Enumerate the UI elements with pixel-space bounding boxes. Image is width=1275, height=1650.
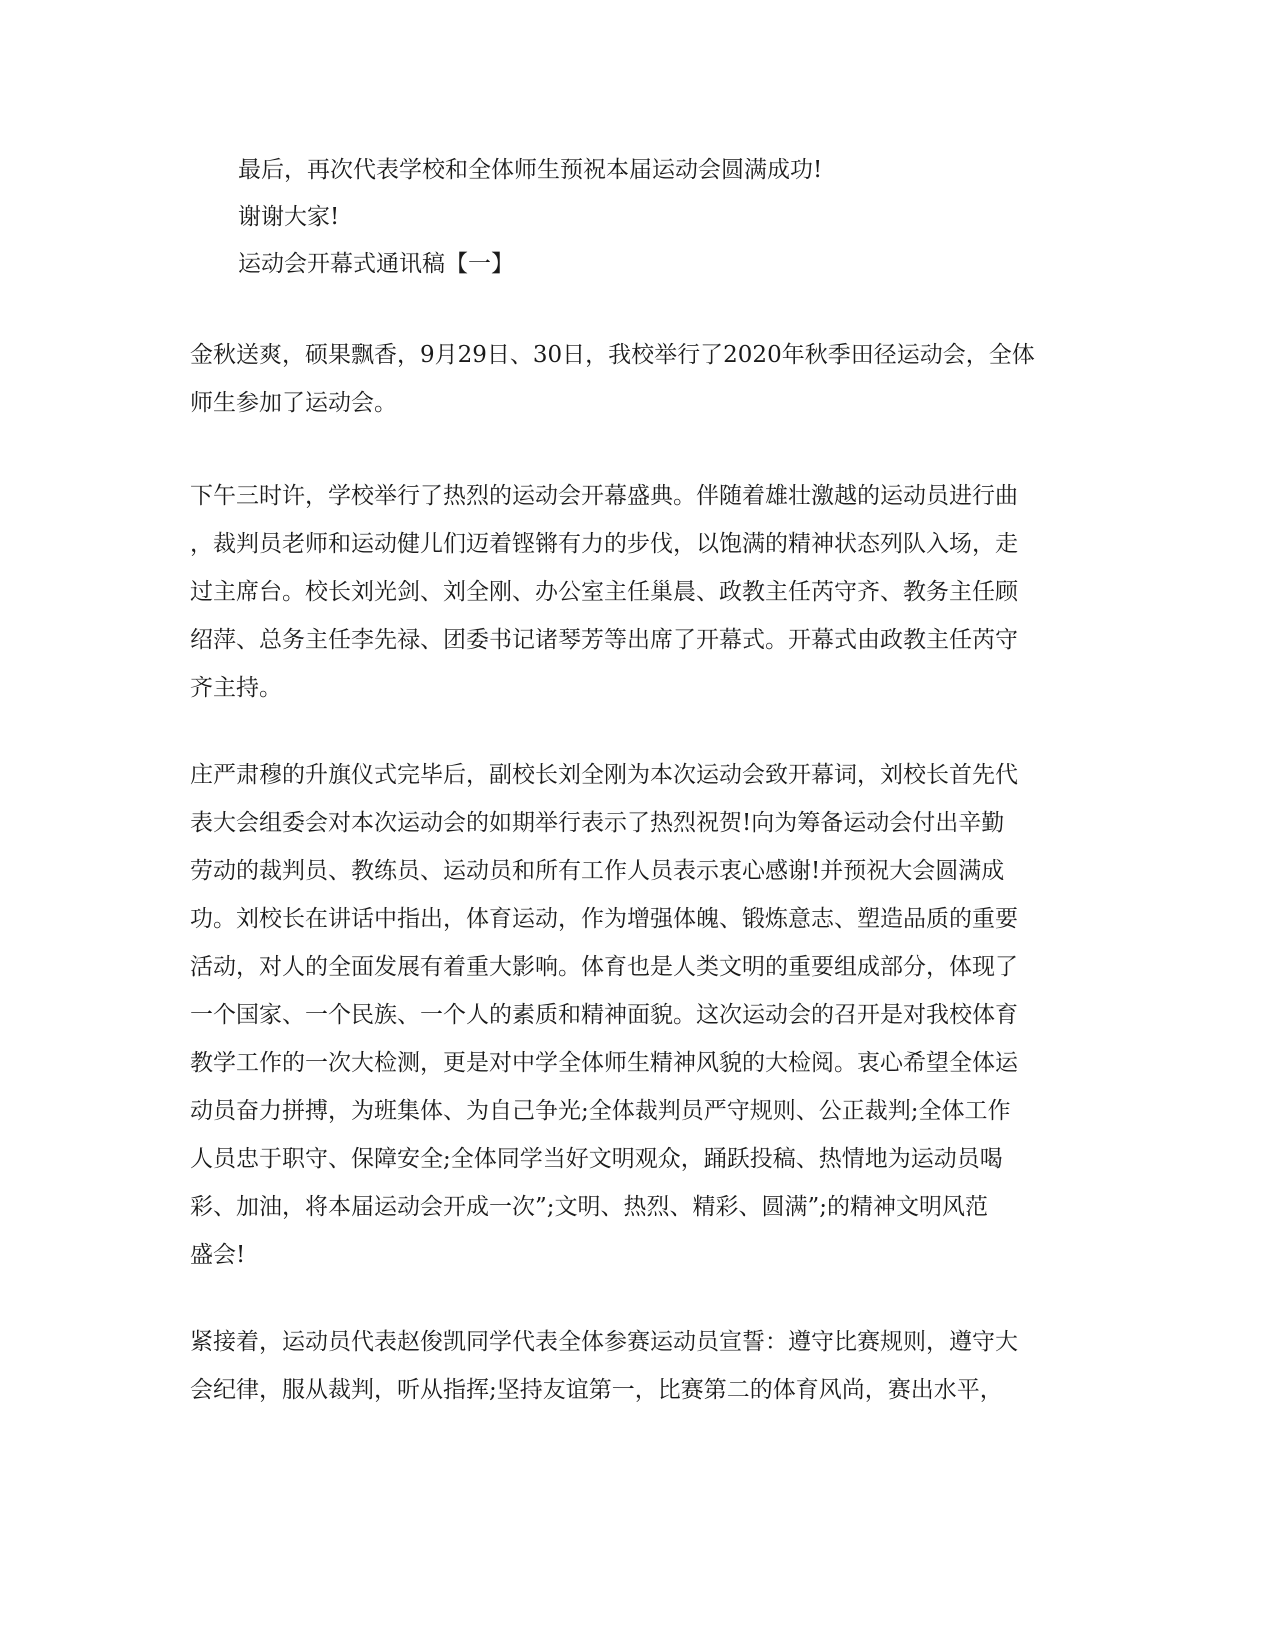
text-line: 绍萍、总务主任李先禄、团委书记诸琴芳等出席了开幕式。开幕式由政教主任芮守 bbox=[190, 627, 1018, 653]
text-line: 功。刘校长在讲话中指出，体育运动，作为增强体魄、锻炼意志、塑造品质的重要 bbox=[190, 906, 1018, 932]
text-line: 一个国家、一个民族、一个人的素质和精神面貌。这次运动会的召开是对我校体育 bbox=[190, 1002, 1018, 1028]
text-line: 下午三时许，学校举行了热烈的运动会开幕盛典。伴随着雄壮激越的运动员进行曲 bbox=[190, 483, 1018, 509]
text-line: 紧接着，运动员代表赵俊凯同学代表全体参赛运动员宣誓：遵守比赛规则，遵守大 bbox=[190, 1329, 1018, 1355]
text-line: ，裁判员老师和运动健儿们迈着铿锵有力的步伐，以饱满的精神状态列队入场，走 bbox=[190, 531, 1018, 557]
text-line: 齐主持。 bbox=[190, 675, 282, 701]
paragraph-4 bbox=[190, 1318, 1090, 1414]
text-line: 庄严肃穆的升旗仪式完毕后，副校长刘全刚为本次运动会致开幕词，刘校长首先代 bbox=[190, 762, 1018, 788]
paragraph-3 bbox=[190, 751, 1090, 1279]
text-line: 表大会组委会对本次运动会的如期举行表示了热烈祝贺!向为筹备运动会付出辛勤 bbox=[190, 810, 1005, 836]
text-line: 劳动的裁判员、教练员、运动员和所有工作人员表示衷心感谢!并预祝大会圆满成 bbox=[190, 858, 1005, 884]
paragraph-1 bbox=[190, 331, 1090, 427]
text-line: 会纪律，服从裁判，听从指挥;坚持友谊第一，比赛第二的体育风尚，赛出水平， bbox=[190, 1377, 1003, 1403]
text-line: 金秋送爽，硕果飘香，9月29日、30日，我校举行了2020年秋季田径运动会，全体 bbox=[190, 342, 1035, 368]
paragraph-2 bbox=[190, 472, 1090, 712]
text-line: 人员忠于职守、保障安全;全体同学当好文明观众，踊跃投稿、热情地为运动员喝 bbox=[190, 1146, 1003, 1172]
text-line: 盛会! bbox=[190, 1242, 246, 1268]
section-heading: 运动会开幕式通讯稿【一】 bbox=[238, 251, 514, 277]
text-line: 师生参加了运动会。 bbox=[190, 390, 397, 416]
thanks-line: 谢谢大家! bbox=[238, 204, 340, 230]
closing-wish: 最后，再次代表学校和全体师生预祝本届运动会圆满成功! bbox=[238, 157, 823, 183]
text-line: 动员奋力拼搏，为班集体、为自己争光;全体裁判员严守规则、公正裁判;全体工作 bbox=[190, 1098, 1011, 1124]
text-line: 过主席台。校长刘光剑、刘全刚、办公室主任巢晨、政教主任芮守齐、教务主任顾 bbox=[190, 579, 1018, 605]
text-line: 彩、加油，将本届运动会开成一次”;文明、热烈、精彩、圆满”;的精神文明风范 bbox=[190, 1194, 989, 1220]
text-line: 教学工作的一次大检测，更是对中学全体师生精神风貌的大检阅。衷心希望全体运 bbox=[190, 1050, 1018, 1076]
text-line: 活动，对人的全面发展有着重大影响。体育也是人类文明的重要组成部分，体现了 bbox=[190, 954, 1018, 980]
